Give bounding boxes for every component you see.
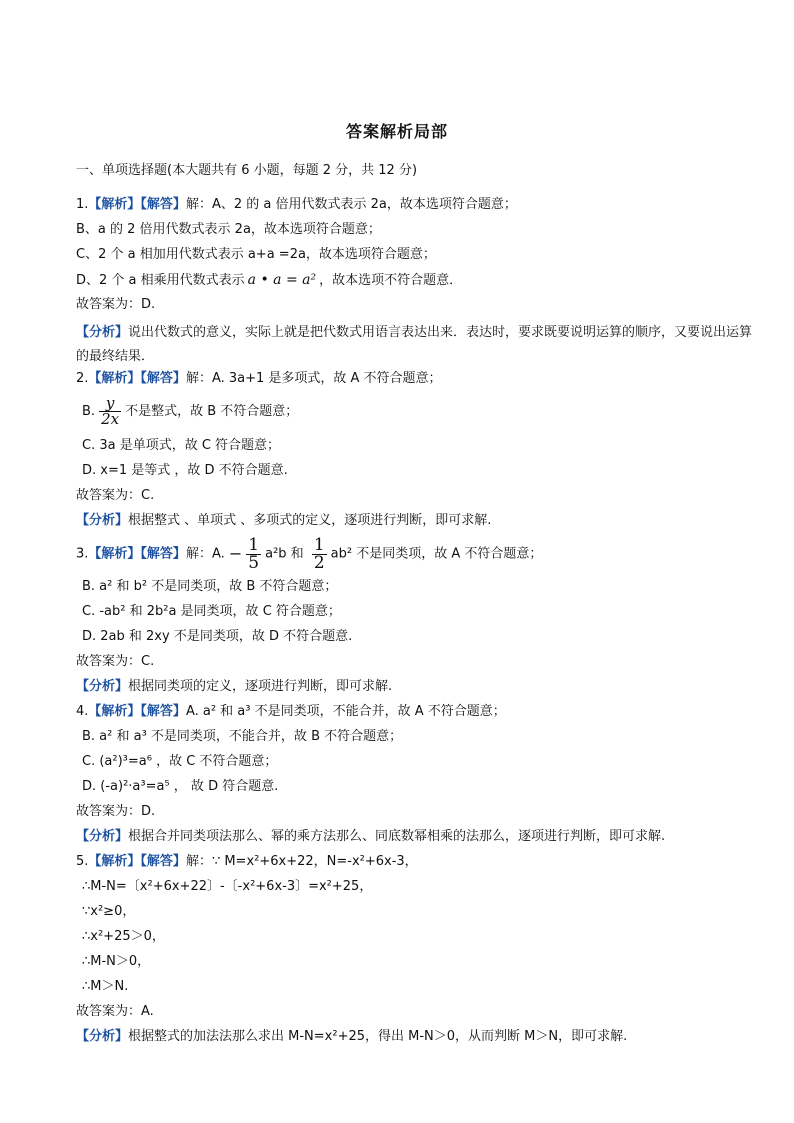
q2-analysis-text: 根据整式 、单项式 、多项式的定义，逐项进行判断，即可求解. <box>128 513 492 528</box>
q4-analysis <box>76 828 754 846</box>
q2-tag-jiexi: 【解析】 <box>88 371 141 386</box>
q1-analysis <box>76 321 754 369</box>
q3-fraction-1-denominator: 5 <box>248 552 260 573</box>
q4-answer: 故答案为：D. <box>76 804 156 819</box>
page-title: 答案解析局部 <box>345 122 448 141</box>
q3-tag-fenxi: 【分析】 <box>76 679 129 694</box>
q5-line-a <box>76 853 754 871</box>
q4-option-a: A. a² 和 a³ 不是同类项，不能合并，故 A 不符合题意； <box>185 704 506 719</box>
q4-tag-jiexi: 【解析】 <box>88 704 141 719</box>
q1-number: 1. <box>76 197 89 212</box>
q1-tag-jieda: 【解答】 <box>140 197 186 212</box>
q2-number: 2. <box>76 371 89 386</box>
q1-option-d-post: ，故本选项不符合题意． <box>319 273 463 288</box>
q1-line-a <box>76 196 754 214</box>
q4-option-b: B. a² 和 a³ 不是同类项，不能合并，故 B 不符合题意； <box>82 729 403 744</box>
section-heading: 一、单项选择题(本大题共有 6 小题，每题 2 分，共 12 分) <box>76 163 418 178</box>
q1-option-d-math: a • a = a² <box>247 272 317 288</box>
q3-option-b: B. a² 和 b² 不是同类项，故 B 不符合题意； <box>82 579 338 594</box>
q3-tag-jieda: 【解答】 <box>140 546 186 562</box>
q1-option-b: B、a 的 2 倍用代数式表示 2a，故本选项符合题意； <box>76 222 381 237</box>
q3-option-d: D. 2ab 和 2xy 不是同类项，故 D 不符合题意. <box>82 629 353 644</box>
q1-option-c: C、2 个 a 相加用代数式表示 a+a =2a，故本选项符合题意； <box>76 247 436 262</box>
q2-option-a: 解：A. 3a+1 是多项式，故 A 不符合题意； <box>185 371 442 386</box>
q4-tag-fenxi: 【分析】 <box>76 829 129 844</box>
q4-tag-jieda: 【解答】 <box>140 704 186 719</box>
q4-option-d: D. (-a)²·a³=a⁵ ， 故 D 符合题意. <box>82 779 279 794</box>
q5-step-1: ∴M-N=〔x²+6x+22〕-〔-x²+6x-3〕=x²+25， <box>82 879 373 894</box>
q2-fraction-denominator: 2x <box>101 410 120 428</box>
q3-analysis-text: 根据同类项的定义，逐项进行判断，即可求解. <box>128 679 393 694</box>
q1-analysis-text: 说出代数式的意义，实际上就是把代数式用语言表达出来．表达时，要求既要说明运算的顺序，又要说出运算的最终结果． <box>76 325 753 364</box>
q3-tag-jiexi: 【解析】 <box>88 546 141 562</box>
q3-option-a-pre: 解：A. <box>185 546 225 562</box>
q3-fraction-1 <box>246 534 261 573</box>
q5-analysis <box>76 1028 754 1046</box>
q4-number: 4. <box>76 704 89 719</box>
q3-minus-sign: − <box>228 544 243 563</box>
q2-fraction-numerator: y <box>99 396 121 412</box>
q2-answer: 故答案为：C. <box>76 488 155 503</box>
q2-line-b <box>82 396 754 428</box>
q1-tag-jiexi: 【解析】 <box>88 197 141 212</box>
q4-analysis-text: 根据合并同类项法那么、幂的乘方法那么、同底数幂相乘的法那么，逐项进行判断，即可求解. <box>128 829 666 844</box>
q3-option-a-post: ab² 不是同类项，故 A 不符合题意； <box>330 546 543 562</box>
q1-line-d <box>76 271 754 290</box>
q5-tag-jieda: 【解答】 <box>140 854 186 869</box>
q2-fraction <box>99 396 121 427</box>
q5-answer: 故答案为：A. <box>76 1004 154 1019</box>
q1-option-a: 解：A、2 的 a 倍用代数式表示 2a，故本选项符合题意； <box>185 197 517 212</box>
q3-fraction-1-numerator: 1 <box>248 534 260 555</box>
q5-step-5: ∴M＞N. <box>82 979 129 994</box>
q1-answer: 故答案为：D. <box>76 297 156 312</box>
q2-option-c: C. 3a 是单项式，故 C 符合题意； <box>82 438 281 453</box>
q3-analysis <box>76 678 754 696</box>
q5-tag-fenxi: 【分析】 <box>76 1029 129 1044</box>
q2-option-b-pre: B. <box>82 404 96 419</box>
q5-step-3: ∴x²+25＞0， <box>82 929 165 944</box>
q2-option-d: D. x=1 是等式 ，故 D 不符合题意. <box>82 463 288 478</box>
q1-tag-fenxi: 【分析】 <box>76 325 129 340</box>
q3-fraction-2-numerator: 1 <box>313 534 325 555</box>
q2-tag-jieda: 【解答】 <box>140 371 186 386</box>
q2-analysis <box>76 512 754 530</box>
q2-option-b-post: 不是整式，故 B 不符合题意； <box>125 404 299 419</box>
q3-answer: 故答案为：C. <box>76 654 155 669</box>
q5-step-2: ∵x²≥0， <box>82 904 136 919</box>
q3-number: 3. <box>76 546 89 562</box>
q3-line-a <box>76 536 754 573</box>
q3-fraction-2-denominator: 2 <box>313 552 325 573</box>
q4-option-c: C. (a²)³=a⁶ ，故 C 不符合题意； <box>82 754 278 769</box>
q2-line-a <box>76 370 754 388</box>
q5-given: 解：∵ M=x²+6x+22，N=-x²+6x-3， <box>185 854 418 869</box>
q5-analysis-text: 根据整式的加法法那么求出 M-N=x²+25，得出 M-N＞0，从而判断 M＞N，即可求解. <box>128 1029 628 1044</box>
q2-tag-fenxi: 【分析】 <box>76 513 129 528</box>
q5-step-4: ∴M-N＞0， <box>82 954 151 969</box>
q5-tag-jiexi: 【解析】 <box>88 854 141 869</box>
q5-number: 5. <box>76 854 89 869</box>
q3-option-a-mid: a²b 和 <box>265 546 304 562</box>
q3-fraction-2 <box>312 534 327 573</box>
q3-option-c: C. -ab² 和 2b²a 是同类项，故 C 符合题意； <box>82 604 341 619</box>
q4-line-a <box>76 703 754 721</box>
q1-option-d-pre: D、2 个 a 相乘用代数式表示 <box>76 273 245 288</box>
